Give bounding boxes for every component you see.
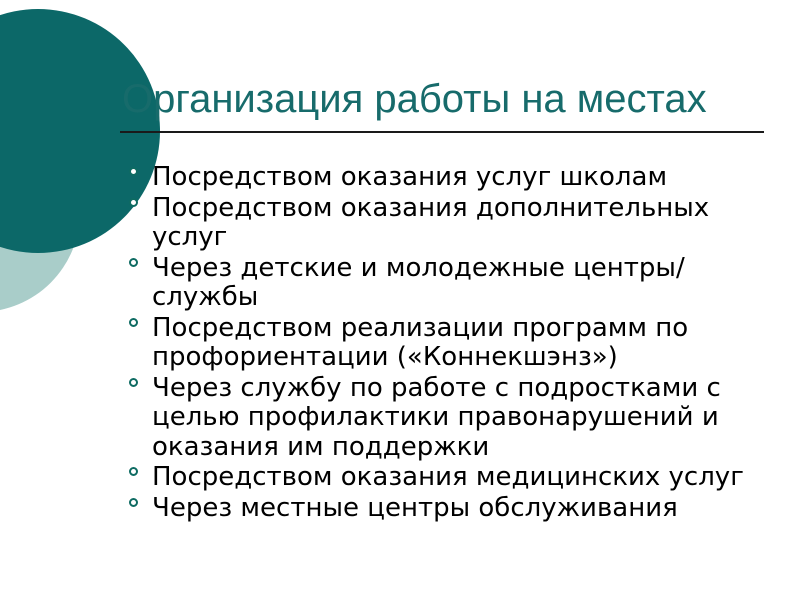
bullet-item [128,463,760,493]
bullet-item [128,374,760,463]
bullet-text: Посредством оказания дополнительных услуг [152,192,710,252]
bullet-item [128,194,760,253]
bullet-circle-icon [129,198,138,207]
bullet-text: Через местные центры обслуживания [152,492,678,523]
bullet-item [128,163,760,193]
bullet-item [128,314,760,373]
bullet-circle-icon [129,467,138,476]
slide-title: Организация работы на местах [122,77,707,121]
bullet-circle-icon [129,167,138,176]
title-underline [120,131,764,133]
bullet-text: Посредством реализации программ по профориентации («Коннекшэнз») [152,312,689,372]
bullet-text: Посредством оказания медицинских услуг [152,462,744,492]
bullet-circle-icon [129,498,138,507]
bullet-circle-icon [129,318,138,327]
bullet-text: Через детские и молодежные центры/службы [152,252,685,312]
bullet-circle-icon [129,258,138,267]
bullet-list [128,163,760,524]
bullet-item [128,494,760,524]
bullet-text: Посредством оказания услуг школам [152,162,668,192]
bullet-circle-icon [129,378,138,387]
bullet-text: Через службу по работе с подростками с целью профилактики правонарушений и оказания им поддержки [152,372,721,462]
bullet-item [128,254,760,313]
